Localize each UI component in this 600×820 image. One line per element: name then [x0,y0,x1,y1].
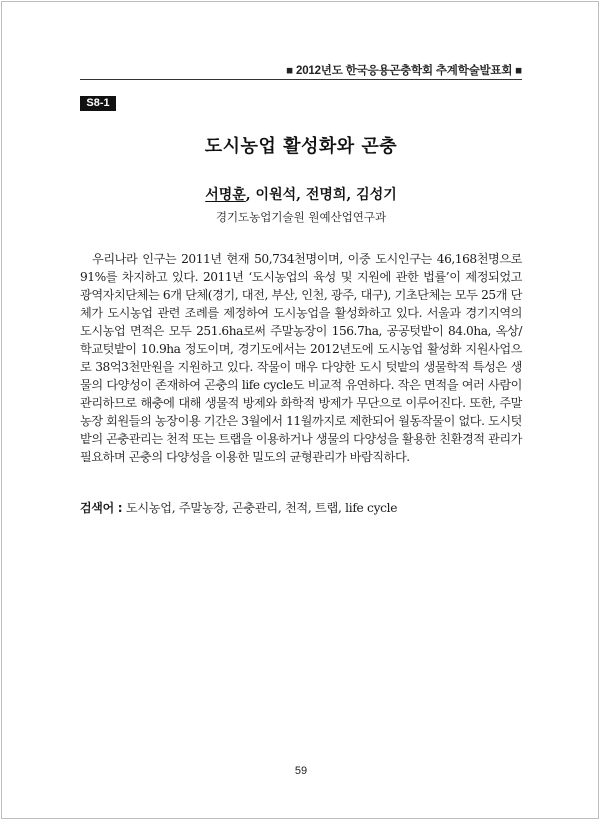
author-list [80,184,522,204]
header-rule [80,79,522,80]
page-number: 59 [294,765,308,777]
keywords-label: 검색어 : [80,501,123,515]
abstract-text: 우리나라 인구는 2011년 현재 50,734천명이며, 이중 도시인구는 46,168천명으로 91%를 차지하고 있다. 2011년 ‘도시농업의 육성 및 지원에 관한 법률’이 제정되었고 광역자치단체는 6개 단체(경기, 대전, 부산, 인천, 광주, 대구), 기초단체는 모두 25개 단체가 도시농업 관련 조례를 제정하여 도시농업을 활성화하고 있다. 서울과 경기지역의 도시농업 면적은 모두 251.6ha로써 주말농장이 156.7ha, 공공텃밭이 84.0ha, 옥상/학교텃밭이 10.9ha 정도이며, 경기도에서는 2012년도에 도시농업 활성화 지원사업으로 38억3천만원을 지원하고 있다. 작물이 매우 다양한 도시 텃밭의 생물학적 특성은 생물의 다양성이 존재하여 곤충의 life cycle도 비교적 유연하다. 작은 면적을 여러 사람이 관리하므로 해충에 대해 생물적 방제와 화학적 방제가 무단으로 이루어진다. 또한, 주말농장 회원들의 농장이용 기간은 3월에서 11월까지로 제한되어 월동작물이 없다. 도시텃밭의 곤충관리는 천적 또는 트랩을 이용하거나 생물의 다양성을 활용한 친환경적 관리가 필요하며 곤충의 다양성을 이용한 밀도의 균형관리가 바람직하다. [80,252,522,464]
session-badge: S8-1 [80,96,116,111]
paper-title: 도시농업 활성화와 곤충 [204,136,398,157]
keywords-line [80,499,522,516]
co-authors: , 이원석, 전명희, 김성기 [245,187,397,203]
keywords-list: 도시농업, 주말농장, 곤충관리, 천적, 트랩, life cycle [122,501,398,515]
presenting-author: 서명훈 [205,187,246,203]
affiliation: 경기도농업기술원 원예산업연구과 [215,210,387,224]
running-header: ■ 2012년도 한국응용곤충학회 추계학술발표회 ■ [286,65,522,77]
